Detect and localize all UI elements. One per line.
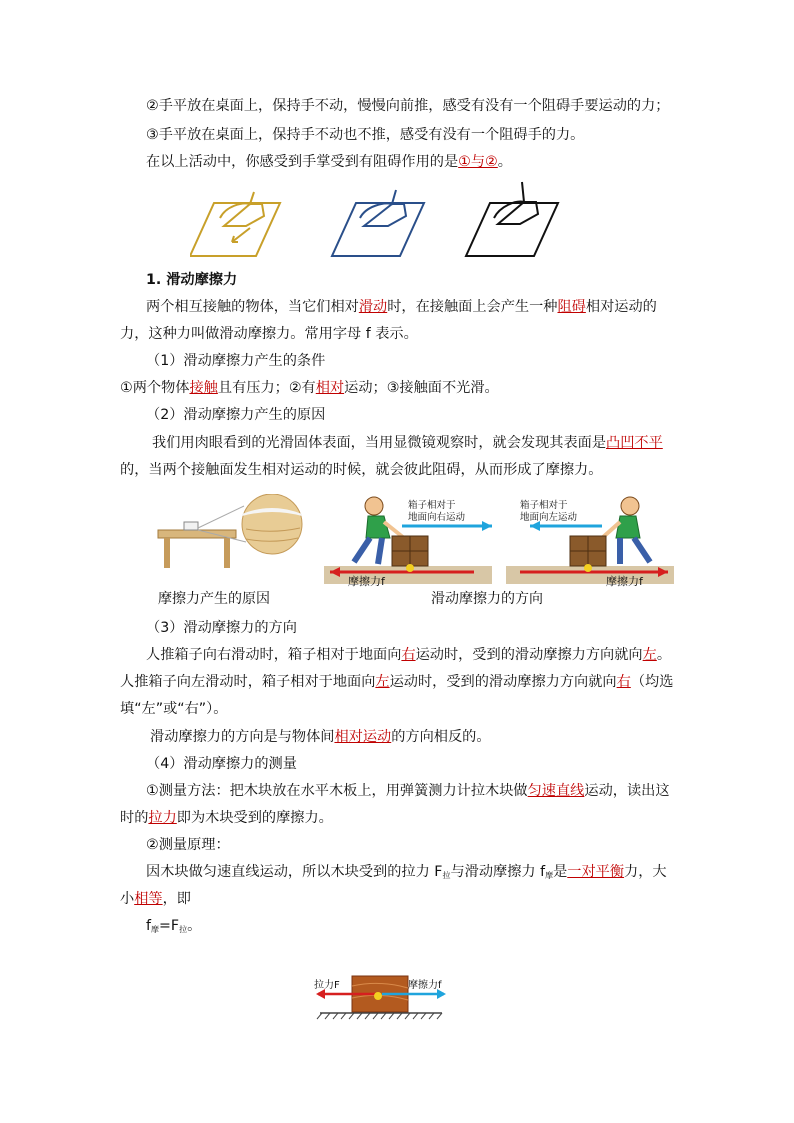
box-label-left-1: 箱子相对于 (520, 500, 568, 511)
text-measure-5 (120, 889, 191, 909)
caption-cause: 摩擦力产生的原因 (158, 591, 270, 607)
text: ①测量方法：把木块放在水平木板上，用弹簧测力计拉木块做 (146, 783, 528, 799)
pull-force-label: 拉力F (314, 980, 340, 991)
answer: ①与② (458, 154, 498, 170)
text-line-question (146, 152, 512, 172)
box-label-right-2: 地面向右运动 (408, 512, 466, 523)
text-measure-2 (120, 808, 333, 828)
text: 运动时，受到的滑动摩擦力方向就向 (415, 647, 643, 663)
text: 两个相互接触的物体，当它们相对 (146, 299, 359, 315)
text: 相对运动的 (585, 299, 657, 315)
text-direction-4 (150, 727, 491, 747)
answer: 一对平衡 (567, 864, 625, 880)
text-cause-2: 的，当两个接触面发生相对运动的时候，就会彼此阻碍，从而形成了摩擦力。 (120, 462, 603, 478)
text: 。 (187, 918, 202, 934)
subheading-cause: （2）滑动摩擦力产生的原因 (146, 407, 326, 423)
text: 运动时，受到的滑动摩擦力方向就向 (389, 674, 617, 690)
text: 是 (553, 864, 568, 880)
block-measure-figure (312, 966, 452, 1022)
text-definition-2: 力，这种力叫做滑动摩擦力。常用字母 f 表示。 (120, 326, 418, 342)
answer: 左 (375, 674, 390, 690)
answer: 接触 (189, 380, 218, 396)
text-definition-1 (146, 297, 657, 317)
text: 人推箱子向右滑动时，箱子相对于地面向 (146, 647, 402, 663)
subheading-measurement: （4）滑动摩擦力的测量 (146, 756, 297, 772)
box-label-left-2: 地面向左运动 (520, 512, 578, 523)
friction-force-label: 摩擦力f (408, 980, 442, 991)
text: ，即 (162, 891, 191, 907)
arrow-right-icon (482, 521, 492, 531)
text: 小 (120, 891, 135, 907)
hand-black-figure (466, 182, 558, 256)
text: 滑动摩擦力的方向是与物体间 (150, 729, 335, 745)
text: 时的 (120, 810, 149, 826)
text: 与滑动摩擦力 f (450, 864, 546, 880)
text: 我们用肉眼看到的光滑固体表面，当用显微镜观察时，就会发现其表面是 (152, 435, 607, 451)
hand-gold-figure (190, 192, 280, 256)
text-direction-2 (120, 672, 673, 692)
answer: 相对运动 (334, 729, 392, 745)
answer: 滑动 (358, 299, 388, 315)
text-line-hand-still: ③手平放在桌面上，保持手不动也不推，感受有没有一个阻碍手的力。 (146, 127, 585, 143)
subscript: 摩 (545, 871, 554, 880)
text: 运动；③接触面不光滑。 (344, 380, 499, 396)
friction-label-right: 摩擦力f (606, 575, 643, 588)
text-direction-3: 填“左”或“右”）。 (120, 701, 228, 717)
answer: 凸凹不平 (606, 435, 663, 451)
text: 力，大 (624, 864, 667, 880)
answer: 左 (642, 647, 657, 663)
text: 且有压力；②有 (217, 380, 316, 396)
text: =F (159, 918, 180, 934)
subscript: 摩 (151, 925, 159, 934)
person-right-figure (602, 497, 650, 564)
text-measure-4 (146, 862, 667, 886)
answer: 右 (401, 647, 416, 663)
answer: 相等 (134, 891, 163, 907)
answer: 匀速直线 (527, 783, 585, 799)
section-heading-sliding-friction: 1. 滑动摩擦力 (146, 272, 238, 288)
text-measure-principle: ②测量原理： (146, 837, 230, 853)
text: （均选 (630, 674, 674, 690)
text: 。 (656, 647, 672, 663)
text: 在以上活动中，你感受到手掌受到有阻碍作用的是 (146, 154, 459, 170)
table-microscope-figure (154, 494, 304, 574)
text: 因木块做匀速直线运动，所以木块受到的拉力 F (146, 864, 443, 880)
caption-direction: 滑动摩擦力的方向 (431, 591, 543, 607)
text-cause-1 (152, 433, 663, 453)
answer: 右 (616, 674, 631, 690)
subheading-conditions: （1）滑动摩擦力产生的条件 (146, 353, 326, 369)
text-line-hand-push: ②手平放在桌面上，保持手不动，慢慢向前推，感受有没有一个阻碍手要运动的力； (146, 98, 670, 114)
friction-label-left: 摩擦力f (348, 575, 385, 588)
text: 。 (497, 154, 512, 170)
hand-blue-figure (332, 190, 424, 256)
subscript: 拉 (442, 871, 451, 880)
answer: 拉力 (148, 810, 177, 826)
text-conditions (120, 378, 499, 398)
text: 人推箱子向左滑动时，箱子相对于地面向 (120, 674, 376, 690)
text: f (146, 918, 151, 934)
box-label-right-1: 箱子相对于 (408, 500, 456, 511)
text-direction-1 (146, 645, 671, 665)
hand-figures (190, 178, 570, 258)
subheading-direction: （3）滑动摩擦力的方向 (146, 620, 297, 636)
answer: 相对 (315, 380, 345, 396)
formula-friction-equals-pull (146, 916, 201, 940)
text-measure-1 (146, 781, 670, 801)
text: 时，在接触面上会产生一种 (387, 299, 558, 315)
text: 的方向相反的。 (391, 729, 491, 745)
text: 运动，读出这 (584, 783, 670, 799)
text: ①两个物体 (120, 380, 190, 396)
subscript: 拉 (179, 925, 188, 934)
text: 即为木块受到的摩擦力。 (176, 810, 333, 826)
answer: 阻碍 (557, 299, 586, 315)
